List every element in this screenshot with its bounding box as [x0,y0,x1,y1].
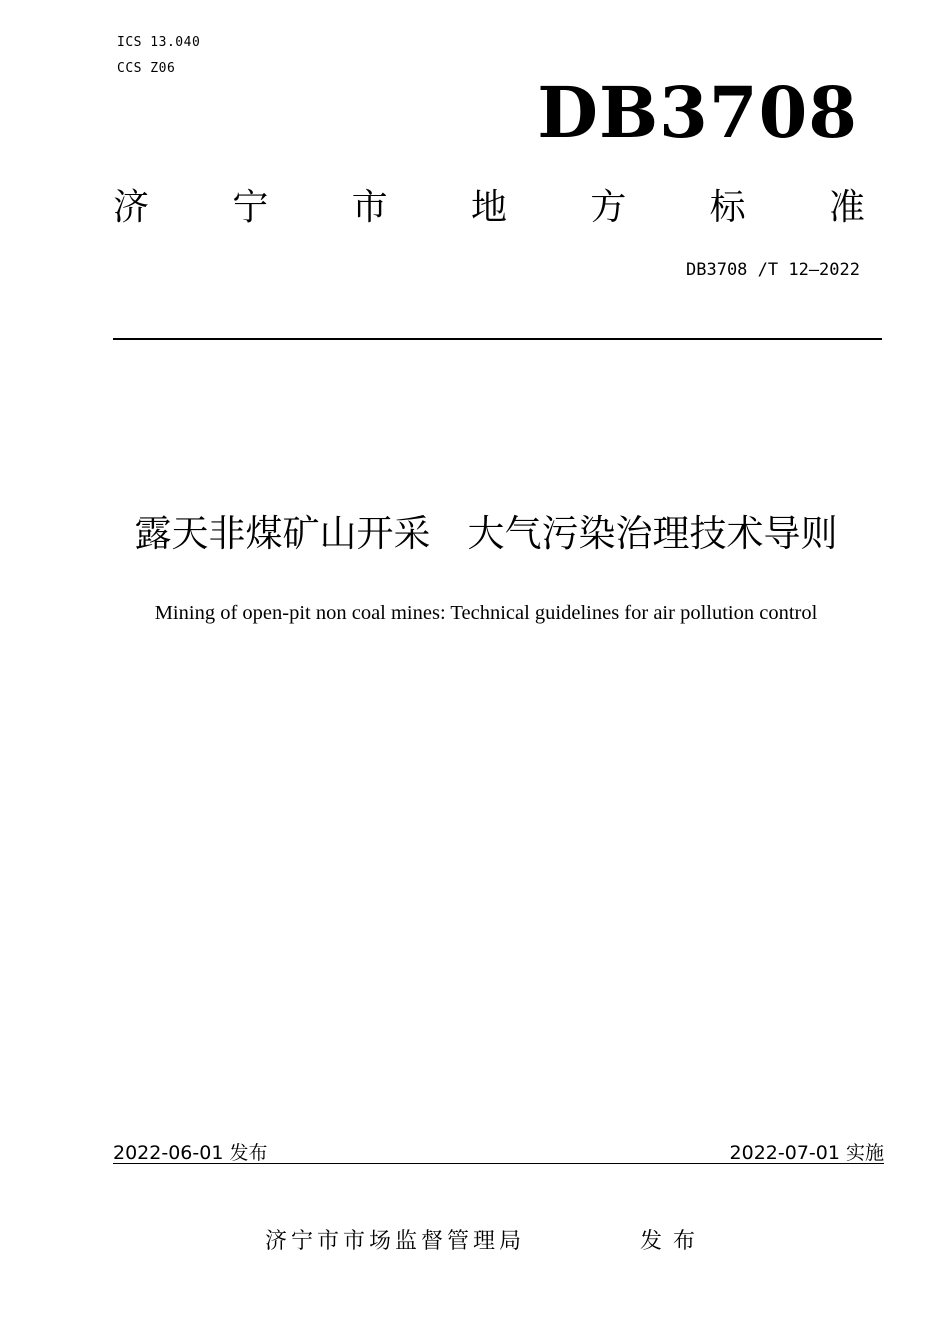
publish-date: 2022-06-01 发布 [113,1142,268,1164]
ccs-code: CCS Z06 [117,61,176,76]
standard-mark: DB3708 [537,71,858,154]
implementation-date: 2022-07-01 实施 [729,1142,884,1164]
standard-type-char: 宁 [232,187,269,228]
standard-type-char: 准 [828,187,865,228]
standard-type-char: 方 [590,187,627,228]
issuing-authority: 济宁市市场监督管理局 [265,1229,526,1254]
standard-number: DB3708 /T 12—2022 [686,260,860,280]
standard-type-char: 市 [351,187,388,228]
ics-code: ICS 13.040 [117,35,201,50]
document-title-english: Mining of open-pit non coal mines: Technical guidelines for air pollution control [154,602,818,624]
standard-type-char: 标 [709,187,746,228]
document-title-chinese: 露天非煤矿山开采 大气污染治理技术导则 [134,512,838,555]
standard-type-char: 济 [113,187,150,228]
issue-label: 发布 [640,1229,707,1254]
top-divider [113,338,882,340]
standard-type-char: 地 [470,187,507,228]
bottom-divider [113,1163,884,1164]
standard-type-heading [113,186,865,230]
